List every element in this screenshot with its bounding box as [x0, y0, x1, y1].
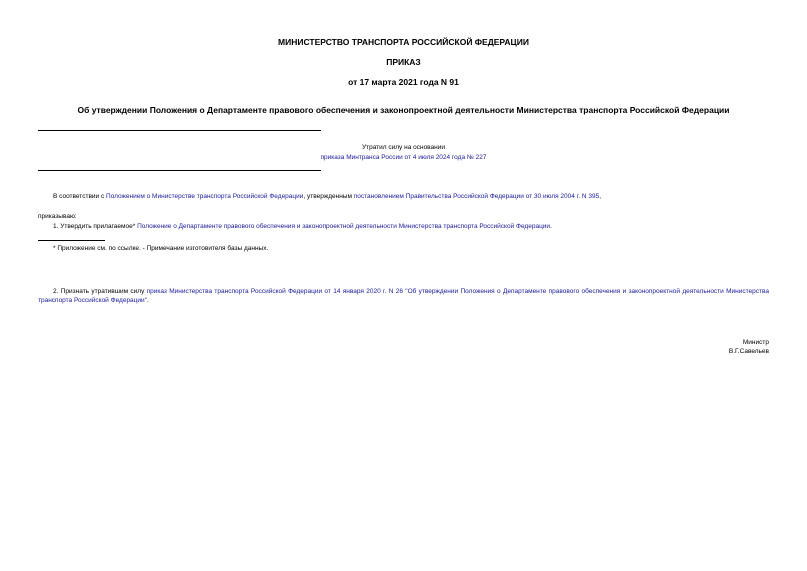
item-2-end: .: [146, 297, 149, 304]
footnote-rule: [38, 240, 105, 241]
separator-line-bottom: [38, 170, 321, 171]
item-1-paragraph: [53, 223, 552, 231]
department-regulation-link[interactable]: Положение о Департаменте правового обеспечения и законопроектной деятельности Министерства транспорта Российской Федерации: [137, 223, 551, 230]
separator-line-top: [38, 130, 321, 131]
preamble-text-2: , утвержденным: [303, 193, 354, 200]
item-2-text: 2. Признать утратившим силу: [53, 288, 147, 295]
order-word: приказываю:: [38, 213, 77, 220]
status-note-text: Утратил силу на основании: [361, 144, 446, 151]
government-decree-link[interactable]: постановлением Правительства Российской Федерации от 30 июля 2004 г. N 395: [353, 193, 600, 200]
doc-type-heading: ПРИКАЗ: [386, 57, 421, 67]
signatory-name: В.Г.Савельев: [728, 348, 769, 355]
date-number-heading: от 17 марта 2021 года N 91: [348, 77, 459, 87]
repeal-order-link[interactable]: приказа Минтранса России от 4 июля 2024 года № 227: [320, 154, 487, 161]
preamble-text-1: В соответствии с: [53, 193, 107, 200]
preamble-paragraph: [53, 193, 601, 201]
ministry-regulation-link[interactable]: Положением о Министерстве транспорта Российской Федерации: [106, 193, 304, 200]
signature-block: [729, 338, 769, 356]
status-note-line2: [0, 154, 807, 162]
document-title: Об утверждении Положения о Департаменте правового обеспечения и законопроектной деятельности Министерства транспорта Российской Федерации: [77, 105, 730, 115]
preamble-text-3: ,: [599, 193, 602, 200]
signatory-position: Министр: [742, 339, 769, 346]
item-2-paragraph: [38, 287, 769, 305]
repealed-order-link[interactable]: приказ Министерства транспорта Российской Федерации от 14 января 2020 г. N 26 "Об утверждении Положения о Департаменте правового обеспечения и законопроектной деятельности Министерства транспорта Российской Федерации": [38, 288, 769, 304]
item-1-end: .: [550, 223, 552, 230]
ministry-heading: МИНИСТЕРСТВО ТРАНСПОРТА РОССИЙСКОЙ ФЕДЕРАЦИИ: [278, 37, 529, 47]
item-1-text: 1. Утвердить прилагаемое*: [53, 223, 138, 230]
footnote-text: * Приложение см. по ссылке. - Примечание изготовителя базы данных.: [53, 245, 269, 252]
